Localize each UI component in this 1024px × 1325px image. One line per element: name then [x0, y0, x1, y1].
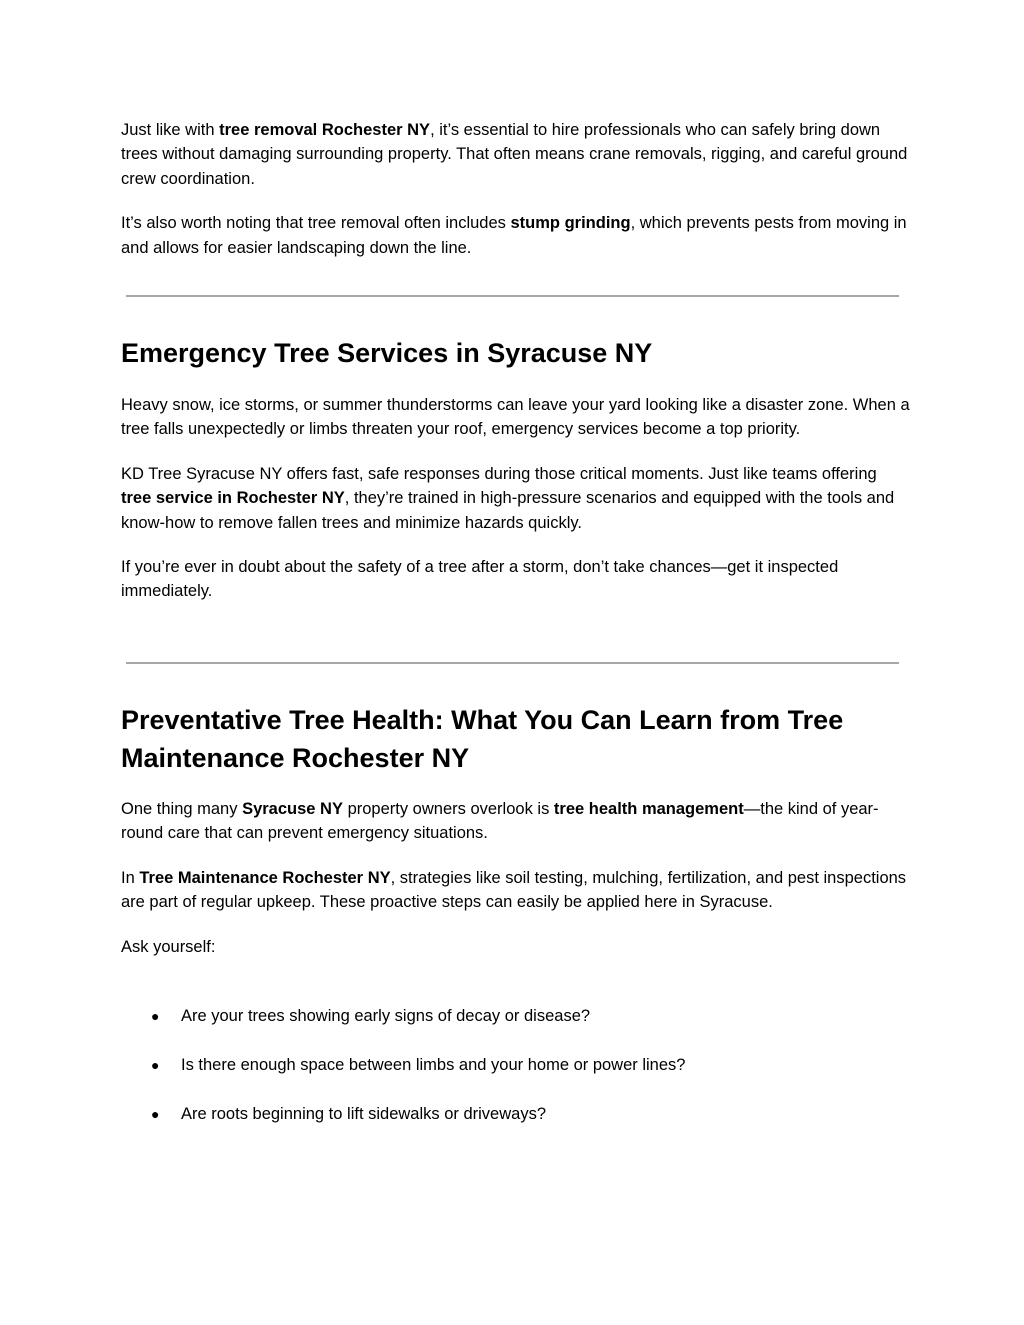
bullet-icon: ● — [151, 1105, 160, 1122]
bold-keyword: Syracuse NY — [242, 800, 343, 818]
text-run: property owners overlook is — [342, 800, 554, 818]
preventative-paragraph-2 — [121, 866, 911, 915]
heading-line: Maintenance Rochester NY — [121, 743, 470, 773]
bullet-icon: ● — [151, 1056, 160, 1073]
list-item-text: Are roots beginning to lift sidewalks or driveways? — [181, 1104, 547, 1123]
text-run: , strategies like soil testing, mulching, fertilization, and pest inspections are part of regular upkeep. These proactive steps can easily be applied here in Syracuse. — [121, 868, 907, 912]
text-run: Just like with — [121, 121, 220, 139]
preventative-paragraph-1 — [121, 797, 911, 846]
emergency-heading: Emergency Tree Services in Syracuse NY — [121, 338, 653, 368]
section-divider-2 — [126, 662, 899, 664]
question-list — [121, 1004, 685, 1151]
emergency-paragraph-3: If you’re ever in doubt about the safety of a tree after a storm, don’t take chances—get it inspected immediately. — [121, 558, 839, 601]
text-run: KD Tree Syracuse NY offers fast, safe responses during those critical moments. Just like teams offering — [121, 464, 877, 483]
preventative-paragraph-3: Ask yourself: — [121, 937, 216, 956]
text-run: One thing many — [121, 800, 243, 818]
emergency-paragraph-2 — [121, 462, 911, 535]
intro-section — [121, 118, 911, 260]
text-run: , they’re trained in high-pressure scenarios and equipped with the tools and know-how to remove fallen trees and minimize hazards quickly. — [121, 489, 895, 532]
list-item — [121, 1004, 685, 1028]
section-divider-1 — [126, 295, 899, 297]
text-run: It’s also worth noting that tree removal often includes — [121, 214, 511, 233]
bold-keyword: tree service in Rochester NY — [121, 489, 345, 508]
list-item — [121, 1053, 685, 1077]
list-item-text: Are your trees showing early signs of decay or disease? — [181, 1007, 591, 1025]
text-run: —the kind of year-round care that can prevent emergency situations. — [121, 800, 879, 843]
text-run: , it’s essential to hire professionals who can safely bring down trees without damaging surrounding property. That often means crane removals, rigging, and careful ground crew coordination. — [121, 121, 908, 188]
intro-paragraph-1 — [121, 118, 911, 191]
bold-keyword: Tree Maintenance Rochester NY — [139, 868, 391, 887]
emergency-paragraph-1: Heavy snow, ice storms, or summer thunderstorms can leave your yard looking like a disaster zone. When a tree falls unexpectedly or limbs threaten your roof, emergency services become a top priority. — [121, 396, 910, 439]
emergency-section — [121, 393, 911, 604]
text-run: , which prevents pests from moving in and allows for easier landscaping down the line. — [121, 214, 907, 257]
heading-line: Preventative Tree Health: What You Can Learn from Tree — [121, 705, 844, 735]
list-item-text: Is there enough space between limbs and your home or power lines? — [181, 1055, 686, 1074]
intro-paragraph-2 — [121, 211, 911, 260]
bold-keyword: tree removal Rochester NY — [219, 121, 431, 139]
bold-keyword: tree health management — [553, 800, 744, 818]
text-run: In — [121, 868, 140, 887]
list-item — [121, 1102, 685, 1126]
preventative-section — [121, 797, 911, 959]
bullet-icon: ● — [151, 1008, 160, 1024]
bold-keyword: stump grinding — [510, 214, 631, 233]
preventative-heading — [121, 701, 911, 777]
